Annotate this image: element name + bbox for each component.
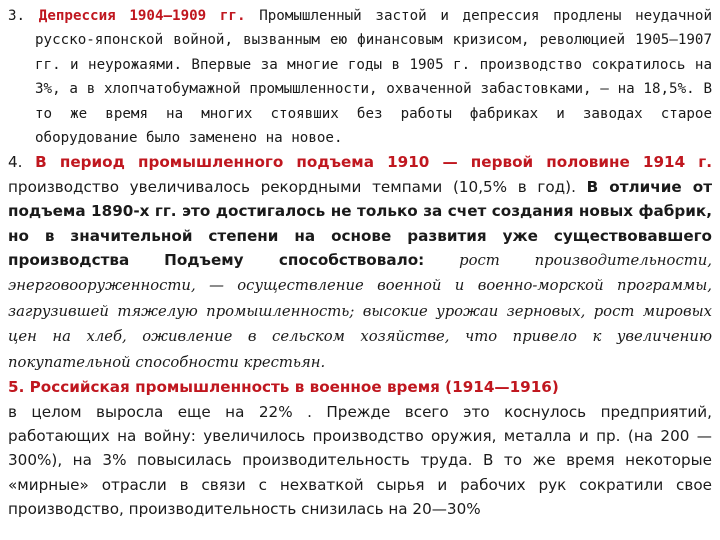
paragraph-depression [8,4,712,150]
item-number: 4. [8,153,23,172]
section-heading-industrial-rise: В период промышленного подъема 1910 — первой половине 1914 г. [35,153,713,172]
factors-text: рост производительности, энерговооруженности, — осуществление военной и военно-морской программы, загрузившей тяжелую промышленность; высокие урожаи зерновых, рост мировых цен на хлеб, оживление в сельском хозяйстве, что привело к увеличению покупательной способности крестьян. [8,252,712,371]
paragraph-text: производство увеличивалось рекордными темпами (10,5% в год). [8,177,576,196]
factors-label: Подъему способствовало: [164,251,425,270]
paragraph-text: Промышленный застой и депрессия продлены неудачной русско-японской войной, вызванным ею финансовым кризисом, революцией 1905—1907 гг. и неурожаями. Впервые за многие годы в 1905 г. производство сократилось на 3%, а в хлопчатобумажной промышленности, охваченной забастовками, — на 18,5%. В то же время на многих стоявших без работы фабриках и заводах старое оборудование было заменено на новое. [35,8,712,147]
item-number: 3. [8,8,26,24]
paragraph-industrial-rise [8,150,712,375]
paragraph-bold-text: В отличие от подъема 1890-х гг. это достигалось не только за счет создания новых фабрик, но в значительной степени на основе развития уже существовавшего производства [8,177,713,270]
section-heading-depression: Депрессия 1904—1909 гг. [38,8,246,24]
paragraph-wartime-body [8,400,712,522]
paragraph-wartime [8,375,712,399]
paragraph-text: в целом выросла еще на 22% . Прежде всего это коснулось предприятий, работающих на войну: увеличилось производство оружия, металла и пр. (на 200 —300%), на 3% повысилась производительность труда. В то же время некоторые «мирные» отрасли в связи с нехваткой сырья и рабочих рук сократили свое производство, производительность снизилась на 20—30% [8,402,712,519]
section-heading-wartime: 5. Российская промышленность в военное время (1914—1916) [8,378,559,397]
